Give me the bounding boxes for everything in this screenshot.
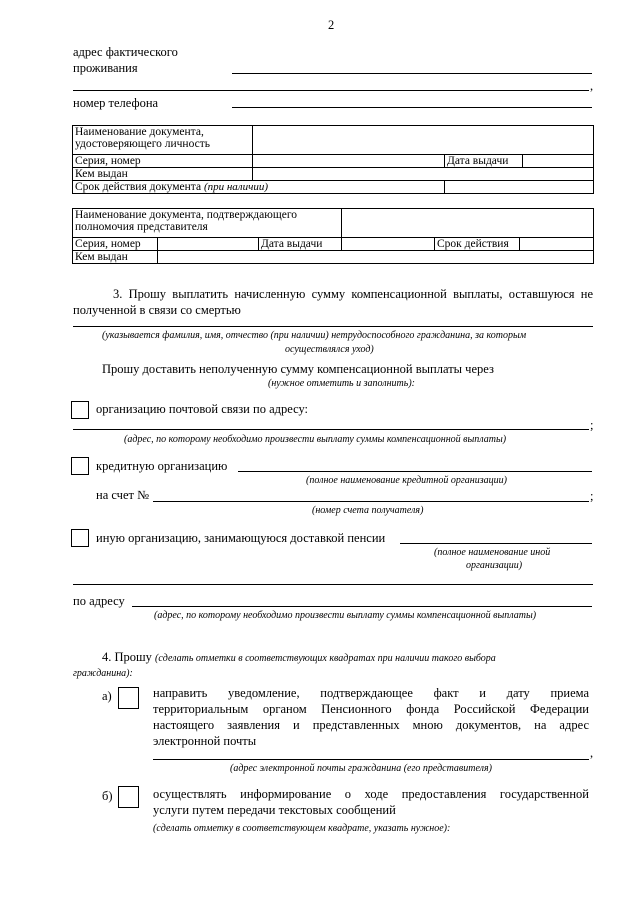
rep-validity-field[interactable] [520,238,594,251]
option-b-label: б) [102,789,113,803]
section4-intro: 4. Прошу (сделать отметки в соответствующих квадратах при наличии такого выбора [102,650,496,664]
post-checkbox[interactable] [71,401,89,419]
address-input-line1[interactable] [232,73,592,74]
by-address-label: по адресу [73,594,125,608]
account-semicolon: ; [590,489,594,503]
rep-series-field[interactable] [158,238,259,251]
option-a-checkbox[interactable] [118,687,139,709]
other-org-hint-line2: организации) [466,560,523,571]
rep-document-name-field[interactable] [342,209,594,238]
by-address-hint: (адрес, по которому необходимо произвести выплату суммы компенсационной выплаты) [154,610,537,621]
account-number-input[interactable] [153,501,589,502]
id-series-label: Серия, номер [73,155,253,168]
bank-label: кредитную организацию [96,459,228,473]
address-input-line2[interactable] [73,90,589,91]
deceased-name-hint-line2: осуществлялся уход) [285,344,374,355]
id-validity-label: Срок действия документа (при наличии) [73,181,445,194]
email-hint: (адрес электронной почты гражданина (его представителя) [230,763,493,774]
post-label: организацию почтовой связи по адресу: [96,402,309,416]
rep-series-label: Серия, номер [73,238,158,251]
deliver-text: Прошу доставить неполученную сумму компенсационной выплаты через [102,362,494,376]
option-a-label: а) [102,689,112,703]
account-label: на счет № [96,488,150,502]
id-issued-by-label: Кем выдан [73,168,253,181]
rep-document-name-label: Наименование документа, подтверждающего полномочия представителя [73,209,342,238]
email-comma: , [590,746,594,760]
deceased-name-input[interactable] [73,326,593,327]
address-comma: , [590,79,594,93]
other-org-hint-line1: (полное наименование иной [434,547,551,558]
by-address-input[interactable] [132,606,592,607]
address-label-line2: проживания [73,61,138,75]
id-document-table [72,125,594,194]
rep-issue-date-label: Дата выдачи [259,238,342,251]
other-org-checkbox[interactable] [71,529,89,547]
post-address-hint: (адрес, по которому необходимо произвести выплату суммы компенсационной выплаты) [124,434,507,445]
page-number: 2 [328,18,335,32]
option-b-hint: (сделать отметку в соответствующем квадрате, указать нужное): [153,823,451,834]
id-document-name-label: Наименование документа, удостоверяющего личность [73,126,253,155]
section3-text: 3. Прошу выплатить начисленную сумму компенсационной выплаты, оставшуюся не полученной в связи со смертью [73,287,593,317]
email-input[interactable] [153,759,589,760]
option-b-checkbox[interactable] [118,786,139,808]
rep-issue-date-field[interactable] [342,238,435,251]
account-number-hint: (номер счета получателя) [312,505,424,516]
section4-intro-hint-line2: гражданина): [73,668,133,679]
phone-input[interactable] [232,107,592,108]
bank-checkbox[interactable] [71,457,89,475]
id-validity-field[interactable] [445,181,594,194]
other-org-label: иную организацию, занимающуюся доставкой пенсии [96,531,386,545]
phone-label: номер телефона [73,96,159,110]
rep-document-table [72,208,594,264]
post-semicolon: ; [590,418,594,432]
option-b-text: осуществлять информирование о ходе предоставления государственной услуги путем передачи текстовых сообщений [153,787,589,817]
id-series-field[interactable] [253,155,445,168]
rep-issued-by-field[interactable] [158,251,594,264]
other-org-name-input[interactable] [400,543,592,544]
id-document-name-field[interactable] [253,126,594,155]
rep-validity-label: Срок действия [435,238,520,251]
id-issue-date-label: Дата выдачи [445,155,523,168]
id-issued-by-field[interactable] [253,168,594,181]
id-issue-date-field[interactable] [523,155,594,168]
bank-name-input[interactable] [238,471,592,472]
deliver-hint: (нужное отметить и заполнить): [268,378,415,389]
deceased-name-hint-line1: (указывается фамилия, имя, отчество (при наличии) нетрудоспособного гражданина, за которым [102,330,527,341]
other-org-name-input-line2[interactable] [73,584,593,585]
option-a-text: направить уведомление, подтверждающее факт и дату приема территориальным органом Пенсионного фонда Российской Федерации настоящего заявления и представленных мною документов, на адрес электронной почты [153,686,589,748]
address-label-line1: адрес фактического [73,45,178,59]
bank-name-hint: (полное наименование кредитной организации) [306,475,507,486]
post-address-input[interactable] [73,429,589,430]
rep-issued-by-label: Кем выдан [73,251,158,264]
